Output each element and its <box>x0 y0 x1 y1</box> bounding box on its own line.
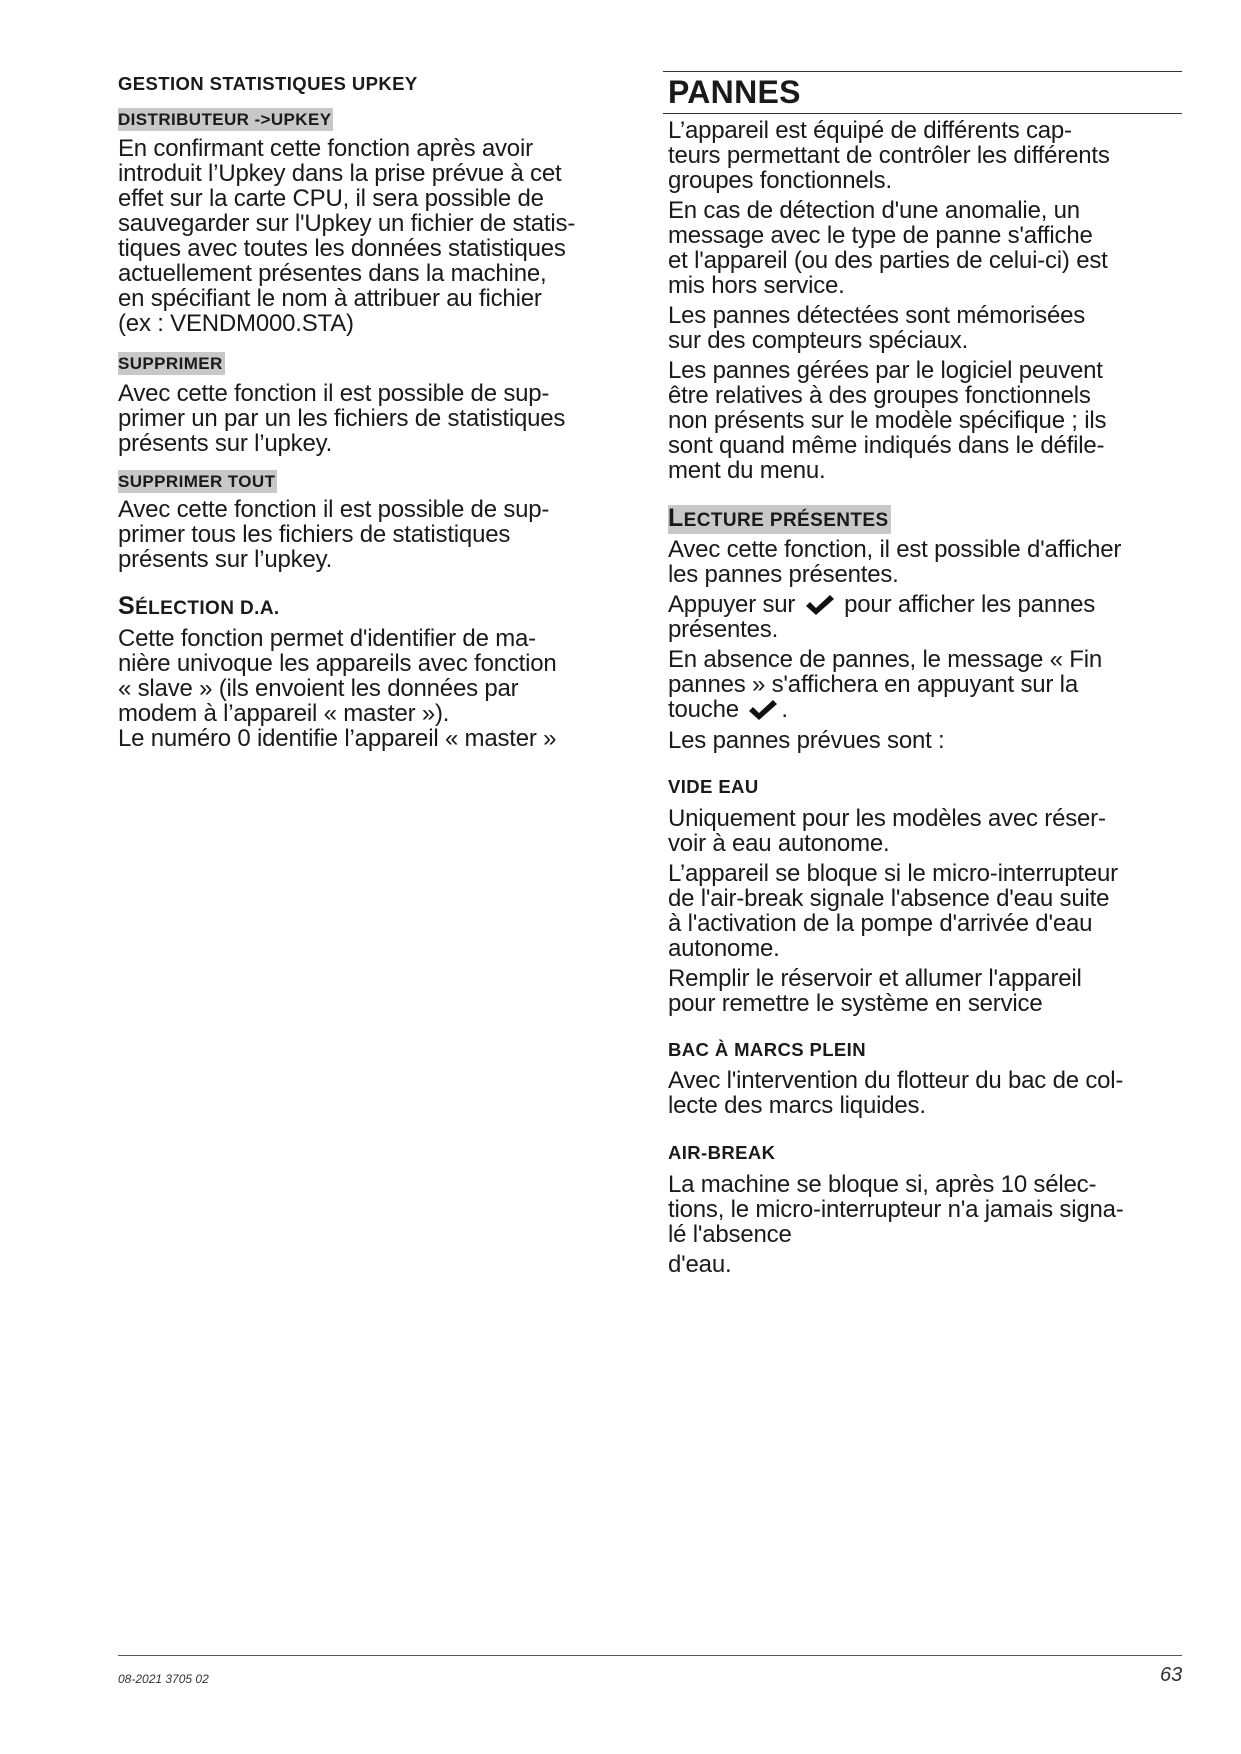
title-rule <box>663 113 1182 114</box>
pannes-intro-2: En cas de détection d'une anomalie, un message avec le type de panne s'affiche et l'appareil (ou des parties de celui-ci) est mis hors service. <box>668 197 1108 299</box>
vide-eau-text-3: Remplir le réservoir et allumer l'appareil pour remettre le système en service <box>668 965 1082 1017</box>
lecture-text-2: Appuyer sur pour afficher les pannes présentes. <box>668 591 1096 643</box>
bac-label: BAC À MARCS PLEIN <box>668 1039 866 1060</box>
vide-eau-text-1: Uniquement pour les modèles avec réser- voir à eau autonome. <box>668 805 1106 857</box>
top-rule <box>663 71 1182 72</box>
air-break-label: AIR-BREAK <box>668 1142 776 1163</box>
pannes-title: PANNES <box>668 74 801 110</box>
vide-eau-label: VIDE EAU <box>668 776 759 797</box>
supprimer-tout-label: SUPPRIMER TOUT <box>118 472 276 491</box>
distributeur-label: DISTRIBUTEUR ->UPKEY <box>118 110 332 129</box>
pannes-intro-3: Les pannes détectées sont mémorisées sur des compteurs spéciaux. <box>668 302 1086 354</box>
lecture-text-1: Avec cette fonction, il est possible d'afficher les pannes présentes. <box>668 536 1122 588</box>
supprimer-text: Avec cette fonction il est possible de sup- primer un par un les fichiers de statistiques présents sur l’upkey. <box>118 380 566 457</box>
selection-text: Cette fonction permet d'identifier de ma- nière univoque les appareils avec fonction « slave » (ils envoient les données par modem à l’appareil « master »). Le numéro 0 identifie l’appareil « master » <box>118 625 557 752</box>
page-number: 63 <box>1160 1664 1183 1686</box>
vide-eau-text-2: L’appareil se bloque si le micro-interrupteur de l'air-break signale l'absence d'eau suite à l'activation de la pompe d'arrivée d'eau autonome. <box>668 860 1118 962</box>
lecture-text-3: En absence de pannes, le message « Fin pannes » s'affichera en appuyant sur la touche . <box>668 646 1103 723</box>
air-break-text: La machine se bloque si, après 10 sélec- tions, le micro-interrupteur n'a jamais signa- lé l'absence <box>668 1171 1124 1248</box>
pannes-intro-4: Les pannes gérées par le logiciel peuvent être relatives à des groupes fonctionnels non présents sur le modèle spécifique ; ils sont quand même indiqués dans le défile- ment du menu. <box>668 357 1107 484</box>
gestion-heading: GESTION STATISTIQUES UPKEY <box>118 73 418 94</box>
footer-rule <box>118 1655 1182 1656</box>
lecture-heading: LECTURE PRÉSENTES <box>668 504 889 532</box>
check-icon <box>804 593 836 617</box>
distributeur-text: En confirmant cette fonction après avoir introduit l’Upkey dans la prise prévue à cet effet sur la carte CPU, il sera possible de sauvegarder sur l'Upkey un fichier de statis- tiques avec toutes les données statistiques actuellement présentes dans la machine, en spécifiant le nom à attribuer au fichier (ex : VENDM000.STA) <box>118 135 576 337</box>
footer-code: 08-2021 3705 02 <box>118 1672 209 1686</box>
supprimer-label: SUPPRIMER <box>118 354 223 373</box>
lecture-text-4: Les pannes prévues sont : <box>668 727 945 754</box>
check-icon <box>747 698 779 722</box>
supprimer-tout-text: Avec cette fonction il est possible de sup- primer tous les fichiers de statistiques présents sur l’upkey. <box>118 496 550 573</box>
selection-heading: SÉLECTION D.A. <box>118 592 280 620</box>
pannes-intro: L’appareil est équipé de différents cap- teurs permettant de contrôler les différents groupes fonctionnels. <box>668 117 1110 194</box>
bac-text: Avec l'intervention du flotteur du bac de col- lecte des marcs liquides. <box>668 1067 1124 1119</box>
air-break-text-2: d'eau. <box>668 1251 732 1278</box>
